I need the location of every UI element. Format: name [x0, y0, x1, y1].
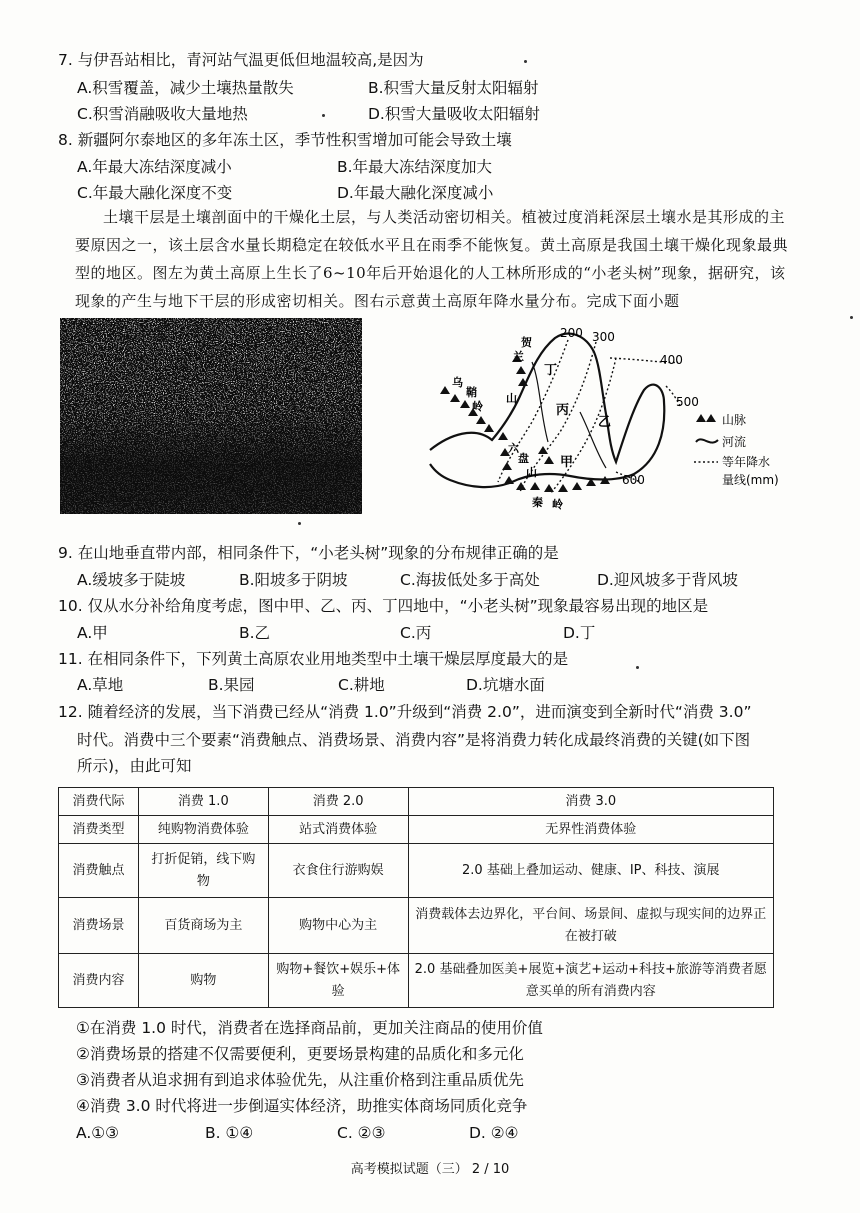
legend-mountain: 山脉 — [722, 413, 747, 427]
table-header-row — [59, 788, 774, 816]
region-yi: 乙 — [598, 415, 612, 430]
table-row — [59, 954, 774, 1008]
table-cell: 消费触点 — [59, 844, 139, 898]
question-7-stem: 7. 与伊吾站相比，青河站气温更低但地温较高,是因为 — [58, 51, 424, 69]
question-10-stem: 10. 仅从水分补给角度考虑，图中甲、乙、丙、丁四地中，“小老头树”现象最容易出现的地区是 — [58, 597, 709, 615]
table-header: 消费代际 — [59, 788, 139, 816]
table-cell: 消费内容 — [59, 954, 139, 1008]
degraded-forest-photo — [60, 318, 362, 514]
label-he: 贺 — [521, 336, 532, 349]
table-row — [59, 816, 774, 844]
q11-option-a: A.草地 — [77, 676, 124, 694]
label-ling1: 岭 — [472, 400, 483, 413]
table-cell: 打折促销，线下购物 — [138, 844, 268, 898]
scan-speck — [298, 522, 301, 525]
q10-option-b: B.乙 — [239, 624, 271, 642]
label-shao: 鞘 — [466, 386, 477, 399]
q12-option-c: C. ②③ — [337, 1124, 386, 1142]
legend-isohyet-1: 等年降水 — [722, 455, 771, 469]
q11-option-c: C.耕地 — [338, 676, 385, 694]
q8-option-c: C.年最大融化深度不变 — [77, 184, 233, 202]
q10-option-d: D.丁 — [563, 624, 596, 642]
region-jia: 甲 — [560, 455, 574, 470]
table-header: 消费 1.0 — [138, 788, 268, 816]
q7-option-b: B.积雪大量反射太阳辐射 — [368, 79, 539, 97]
question-12-stem-3: 所示)，由此可知 — [77, 757, 192, 775]
map-legend — [694, 413, 779, 487]
label-ling2: 岭 — [552, 498, 563, 511]
label-qin: 秦 — [532, 496, 543, 509]
q7-option-c: C.积雪消融吸收大量地热 — [77, 105, 248, 123]
page-footer: 高考模拟试题（三） 2 / 10 — [350, 1162, 510, 1177]
table-cell: 消费场景 — [59, 898, 139, 954]
q9-option-d: D.迎风坡多于背风坡 — [597, 571, 738, 589]
label-lan: 兰 — [513, 350, 524, 363]
table-header: 消费 2.0 — [268, 788, 408, 816]
table-cell: 消费类型 — [59, 816, 139, 844]
question-9-stem: 9. 在山地垂直带内部，相同条件下，“小老头树”现象的分布规律正确的是 — [58, 544, 559, 562]
statement-4: ④消费 3.0 时代将进一步倒逼实体经济，助推实体商场同质化竞争 — [76, 1097, 528, 1115]
q9-option-c: C.海拔低处多于高处 — [400, 571, 540, 589]
label-wu: 乌 — [452, 376, 463, 389]
contour-label-300: 300 — [592, 330, 615, 344]
legend-river: 河流 — [722, 435, 747, 449]
q8-option-d: D.年最大融化深度减小 — [337, 184, 494, 202]
loess-plateau-precipitation-map — [420, 322, 800, 518]
table-cell: 纯购物消费体验 — [138, 816, 268, 844]
q12-option-d: D. ②④ — [469, 1124, 519, 1142]
q12-option-b: B. ①④ — [205, 1124, 254, 1142]
q11-option-b: B.果园 — [208, 676, 255, 694]
table-cell: 站式消费体验 — [268, 816, 408, 844]
question-8-stem: 8. 新疆阿尔泰地区的多年冻土区，季节性积雪增加可能会导致土壤 — [58, 131, 512, 149]
scan-speck — [322, 114, 325, 117]
region-ding: 丁 — [544, 363, 558, 378]
q8-option-a: A.年最大冻结深度减小 — [77, 158, 232, 176]
q7-option-d: D.积雪大量吸收太阳辐射 — [368, 105, 540, 123]
table-cell: 2.0 基础叠加医美+展览+演艺+运动+科技+旅游等消费者愿意买单的所有消费内容 — [408, 954, 773, 1008]
q10-option-c: C.丙 — [400, 624, 432, 642]
q9-option-b: B.阳坡多于阴坡 — [239, 571, 348, 589]
contour-label-500: 500 — [676, 395, 699, 409]
scan-speck — [636, 666, 639, 669]
region-bing: 丙 — [556, 403, 570, 418]
table-cell: 购物 — [138, 954, 268, 1008]
q12-option-a: A.①③ — [76, 1124, 120, 1142]
table-cell: 无界性消费体验 — [408, 816, 773, 844]
contour-label-600: 600 — [622, 473, 645, 487]
label-liu: 六 — [508, 442, 519, 455]
table-row — [59, 898, 774, 954]
question-11-stem: 11. 在相同条件下，下列黄土高原农业用地类型中土壤干燥层厚度最大的是 — [58, 650, 569, 668]
river-line — [430, 334, 664, 488]
table-header: 消费 3.0 — [408, 788, 773, 816]
scan-speck — [850, 316, 853, 319]
contour-label-400: 400 — [660, 353, 683, 367]
table-cell: 百货商场为主 — [138, 898, 268, 954]
statement-2: ②消费场景的搭建不仅需要便利，更要场景构建的品质化和多元化 — [76, 1045, 524, 1063]
passage-body: 土壤干层是土壤剖面中的干燥化土层，与人类活动密切相关。植被过度消耗深层土壤水是其形成的主要原因之一，该土层含水量长期稳定在较低水平且在雨季不能恢复。黄土高原是我国土壤干燥化现象最典型的地区。图左为黄土高原上生长了6~10年后开始退化的人工林所形成的“小老头树”现象，据研究，该现象的产生与地下干层的形成密切相关。图右示意黄土高原年降水量分布。完成下面小题 — [75, 208, 789, 310]
question-12-stem-2: 时代。消费中三个要素“消费触点、消费场景、消费内容”是将消费力转化成最终消费的关键(如下图 — [77, 731, 751, 749]
legend-isohyet-2: 量线(mm) — [722, 473, 779, 487]
statement-3: ③消费者从追求拥有到追求体验优先，从注重价格到注重品质优先 — [76, 1071, 524, 1089]
question-12-stem-1: 12. 随着经济的发展，当下消费已经从“消费 1.0”升级到“消费 2.0”，进而演变到全新时代“消费 3.0” — [58, 703, 752, 721]
scan-speck — [524, 60, 527, 63]
statement-1: ①在消费 1.0 时代，消费者在选择商品前，更加关注商品的使用价值 — [76, 1019, 543, 1037]
table-cell: 2.0 基础上叠加运动、健康、IP、科技、演展 — [408, 844, 773, 898]
table-row — [59, 844, 774, 898]
table-cell: 购物+餐饮+娱乐+体验 — [268, 954, 408, 1008]
table-cell: 衣食住行游购娱 — [268, 844, 408, 898]
q11-option-d: D.坑塘水面 — [466, 676, 545, 694]
q7-option-a: A.积雪覆盖，减少土壤热量散失 — [77, 79, 294, 97]
q8-option-b: B.年最大冻结深度加大 — [337, 158, 493, 176]
q10-option-a: A.甲 — [77, 624, 108, 642]
contour-label-200: 200 — [560, 326, 583, 340]
label-shan2: 山 — [526, 466, 537, 479]
label-shan1: 山 — [506, 392, 517, 405]
consumption-era-table — [58, 787, 774, 1008]
passage-text — [75, 203, 797, 315]
table-cell: 消费载体去边界化，平台间、场景间、虚拟与现实间的边界正在被打破 — [408, 898, 773, 954]
table-cell: 购物中心为主 — [268, 898, 408, 954]
q9-option-a: A.缓坡多于陡坡 — [77, 571, 186, 589]
label-pan: 盘 — [518, 452, 529, 465]
